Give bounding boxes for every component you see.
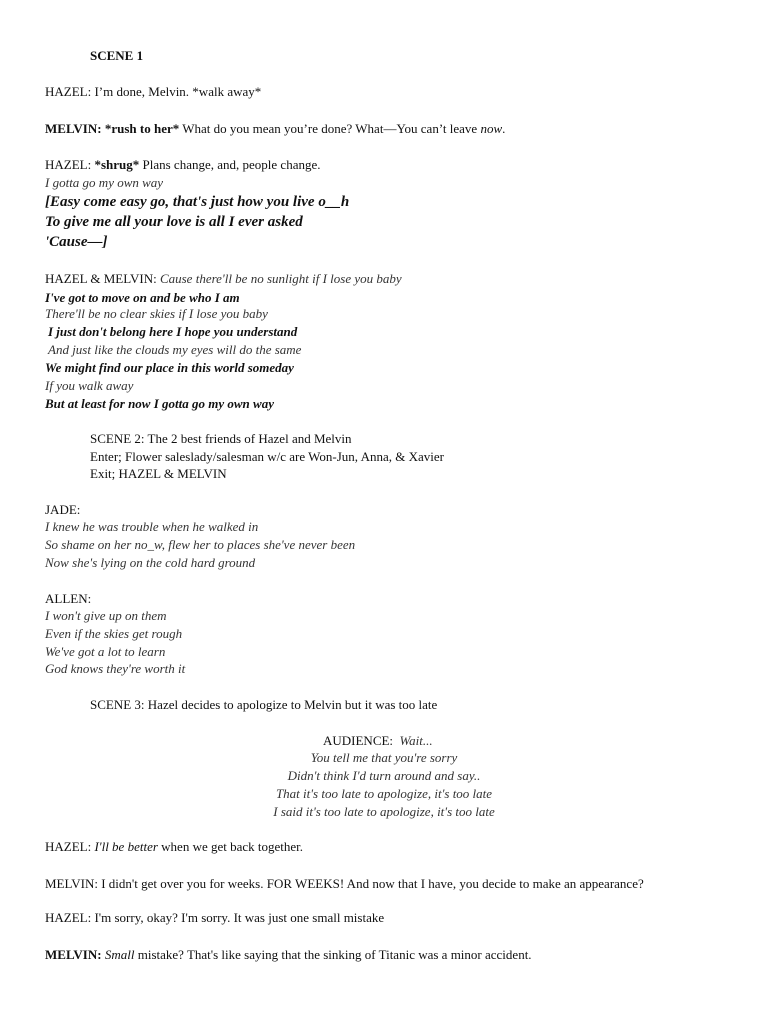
dialogue-text: I didn't get over you for weeks. FOR WEEKS! And now that I have, you decide to make an appearance? — [97, 876, 644, 891]
scene-1-heading: SCENE 1 — [90, 48, 144, 63]
speaker-name-allen: ALLEN: — [45, 591, 92, 606]
lyric-text: Wait... — [399, 733, 433, 748]
stage-exit: Exit; HAZEL & MELVIN — [90, 466, 227, 481]
speaker-name: AUDIENCE: — [323, 733, 394, 748]
dialogue-text: mistake? That's like saying that the sinking of Titanic was a minor accident. — [134, 947, 532, 962]
dialogue-hazel-3 — [45, 839, 303, 855]
stage-direction: *shrug* — [91, 157, 140, 172]
lyric-line: I said it's too late to apologize, it's too late — [273, 804, 495, 819]
stage-enter: Enter; Flower saleslady/salesman w/c are Won-Jun, Anna, & Xavier — [90, 449, 444, 464]
lyric-line: We might find our place in this world someday — [45, 360, 294, 375]
lyric-line: And just like the clouds my eyes will do the same — [48, 342, 302, 357]
lyric-line: [Easy come easy go, that's just how you live o__h — [45, 194, 350, 210]
lyric-text: Cause there'll be no sunlight if I lose you baby — [156, 271, 402, 286]
stage-direction: *rush to her* — [101, 121, 180, 136]
lyric-line: To give me all your love is all I ever asked — [45, 214, 303, 230]
lyric-line: If you walk away — [45, 378, 134, 393]
lyric-line: But at least for now I gotta go my own way — [45, 396, 274, 411]
speaker-name: MELVIN: — [45, 121, 102, 136]
dialogue-end: . — [502, 121, 506, 136]
emphasis-text: Small — [104, 947, 135, 962]
dialogue-text: Plans change, and, people change. — [139, 157, 321, 172]
dialogue-hazel-1 — [45, 84, 261, 100]
lyric-line: I gotta go my own way — [45, 175, 164, 190]
dialogue-text: What do you mean you’re done? What—You can’t leave — [179, 121, 481, 136]
lyric-line: Didn't think I'd turn around and say.. — [287, 768, 481, 783]
scene-3-heading: SCENE 3: Hazel decides to apologize to Melvin but it was too late — [90, 697, 438, 712]
dialogue-hazel-2 — [45, 157, 320, 173]
speaker-name: HAZEL: — [45, 84, 92, 99]
lyric-line: That it's too late to apologize, it's too late — [275, 786, 493, 801]
speaker-name: HAZEL: — [45, 910, 92, 925]
lyric-line: I knew he was trouble when he walked in — [45, 519, 259, 534]
lyric-line: You tell me that you're sorry — [310, 750, 458, 765]
lyric-line: There'll be no clear skies if I lose you baby — [45, 306, 268, 321]
speaker-name: MELVIN: — [45, 876, 98, 891]
speaker-name: HAZEL: — [45, 839, 92, 854]
dialogue-hazel-4 — [45, 910, 384, 926]
lyric-line: Now she's lying on the cold hard ground — [45, 555, 256, 570]
speaker-name: MELVIN: — [45, 947, 102, 962]
lyric-line: God knows they're worth it — [45, 661, 186, 676]
dialogue-text: I’m done, Melvin. *walk away* — [91, 84, 262, 99]
emphasis-text: now — [480, 121, 503, 136]
dialogue-melvin-1 — [45, 121, 505, 137]
dialogue-melvin-2 — [45, 876, 644, 892]
lyric-line: 'Cause—] — [45, 234, 108, 250]
speaker-name: HAZEL & MELVIN: — [45, 271, 157, 286]
dialogue-text: I'm sorry, okay? I'm sorry. It was just one small mistake — [91, 910, 385, 925]
lyric-line: Even if the skies get rough — [45, 626, 183, 641]
dialogue-text: when we get back together. — [157, 839, 304, 854]
lyric-line: I've got to move on and be who I am — [45, 290, 240, 305]
emphasis-text: I'll be better — [94, 839, 158, 854]
scene-2-heading: SCENE 2: The 2 best friends of Hazel and Melvin — [90, 431, 352, 446]
speaker-name: HAZEL: — [45, 157, 92, 172]
dialogue-melvin-3 — [45, 947, 532, 963]
lyric-line: So shame on her no_w, flew her to places she've never been — [45, 537, 356, 552]
dialogue-audience — [323, 733, 433, 749]
speaker-name-jade: JADE: — [45, 502, 81, 517]
dialogue-hazel-melvin — [45, 271, 402, 287]
lyric-line: I just don't belong here I hope you understand — [48, 324, 298, 339]
lyric-line: We've got a lot to learn — [45, 644, 166, 659]
lyric-line: I won't give up on them — [45, 608, 167, 623]
